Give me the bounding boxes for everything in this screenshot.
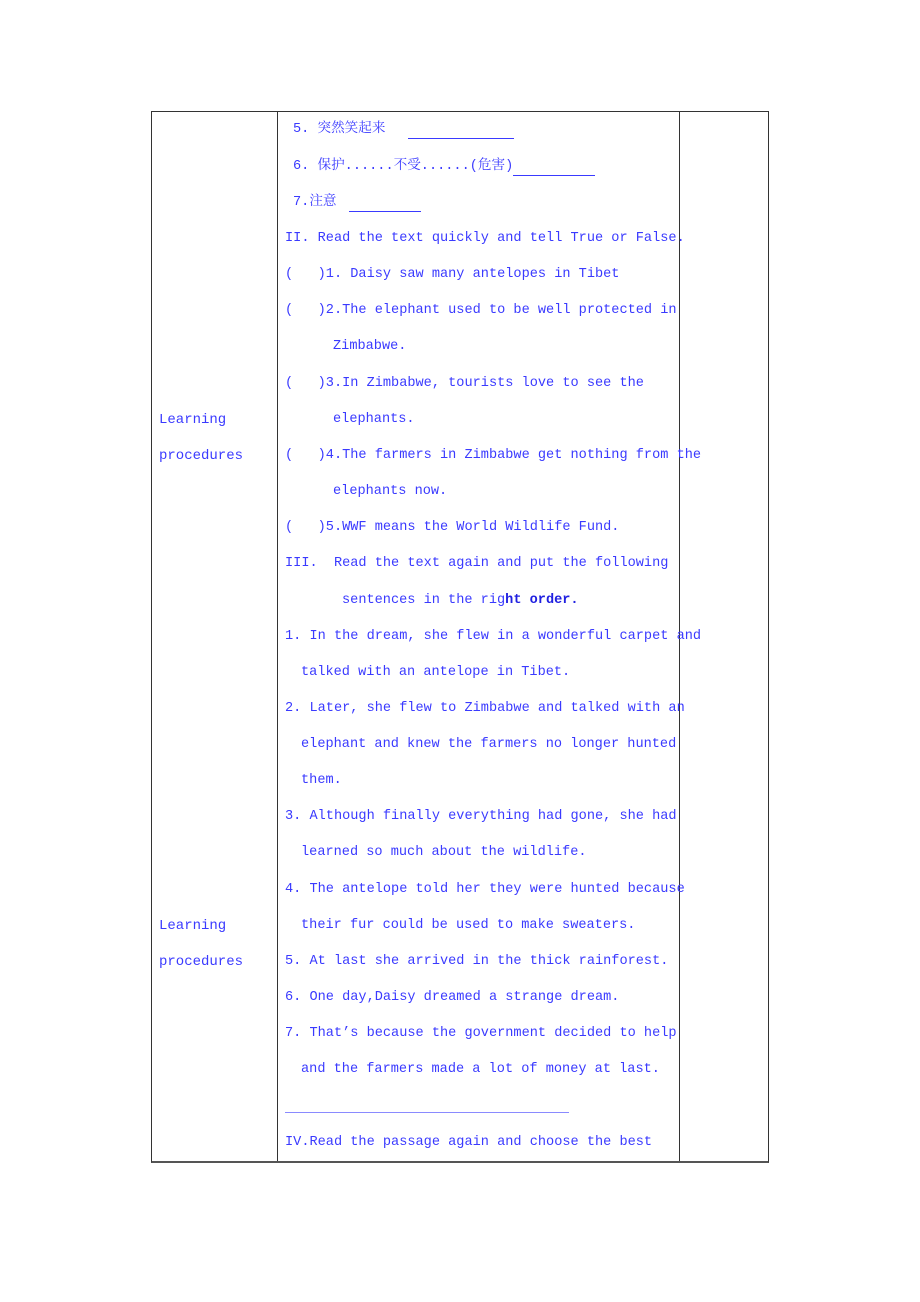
text-line bbox=[285, 447, 702, 465]
text-line bbox=[301, 736, 677, 754]
line-text: ( )1. Daisy saw many antelopes in Tibet bbox=[285, 267, 620, 282]
line-text: learned so much about the wildlife. bbox=[301, 845, 587, 860]
text-line bbox=[301, 664, 570, 682]
text-line bbox=[301, 1061, 660, 1079]
section-label: procedures bbox=[159, 448, 244, 464]
line-text: IV.Read the passage again and choose the best bbox=[285, 1135, 653, 1150]
line-text: ( )2.The elephant used to be well protected in bbox=[285, 303, 677, 318]
text-line bbox=[333, 483, 447, 501]
text-line bbox=[285, 989, 619, 1007]
answer-line[interactable] bbox=[285, 1112, 569, 1113]
line-text: ( )5.WWF means the World Wildlife Fund. bbox=[285, 520, 620, 535]
line-text: 5. At last she arrived in the thick rainforest. bbox=[285, 954, 669, 969]
bold-text: ht order. bbox=[505, 593, 579, 608]
text-line bbox=[285, 1025, 677, 1043]
vocab-item bbox=[293, 121, 514, 139]
line-text: II. Read the text quickly and tell True or False. bbox=[285, 231, 685, 246]
vocab-text: 6. 保护......不受......(危害) bbox=[293, 159, 514, 174]
line-text: III. Read the text again and put the following bbox=[285, 556, 669, 571]
line-text: them. bbox=[301, 773, 342, 788]
text-line bbox=[285, 953, 668, 971]
line-text: and the farmers made a lot of money at last. bbox=[301, 1062, 660, 1077]
line-text: 2. Later, she flew to Zimbabwe and talked with an bbox=[285, 701, 685, 716]
vocab-text: 5. 突然笑起来 bbox=[293, 122, 402, 137]
section-label: Learning bbox=[159, 412, 227, 428]
text-line bbox=[301, 772, 342, 790]
vocab-item bbox=[293, 158, 595, 176]
line-text: elephants now. bbox=[333, 484, 448, 499]
answer-blank[interactable] bbox=[349, 197, 421, 212]
text-line bbox=[301, 917, 635, 935]
line-text: Zimbabwe. bbox=[333, 339, 407, 354]
text-line bbox=[285, 628, 702, 646]
column-divider bbox=[277, 111, 278, 1161]
text-line bbox=[285, 700, 685, 718]
vocab-item bbox=[293, 194, 421, 212]
text-line bbox=[285, 555, 669, 573]
text-line bbox=[285, 266, 619, 284]
text-line bbox=[285, 808, 677, 826]
line-text: sentences in the rig bbox=[342, 593, 506, 608]
line-text: 6. One day,Daisy dreamed a strange dream. bbox=[285, 990, 620, 1005]
line-text: 1. In the dream, she flew in a wonderful carpet and bbox=[285, 629, 702, 644]
text-line bbox=[285, 881, 685, 899]
text-line bbox=[301, 844, 587, 862]
line-text: their fur could be used to make sweaters. bbox=[301, 918, 636, 933]
text-line bbox=[342, 592, 579, 610]
text-line bbox=[333, 338, 406, 356]
text-line bbox=[285, 519, 619, 537]
text-line bbox=[285, 230, 685, 248]
line-text: ( )3.In Zimbabwe, tourists love to see the bbox=[285, 376, 644, 391]
section-label: Learning bbox=[159, 918, 227, 934]
text-line bbox=[333, 411, 415, 429]
answer-blank[interactable] bbox=[513, 161, 595, 176]
text-line bbox=[285, 1134, 652, 1152]
text-line bbox=[285, 302, 677, 320]
section-label: procedures bbox=[159, 954, 244, 970]
line-text: elephant and knew the farmers no longer hunted bbox=[301, 737, 677, 752]
line-text: 4. The antelope told her they were hunted because bbox=[285, 882, 685, 897]
line-text: 3. Although finally everything had gone, she had bbox=[285, 809, 677, 824]
answer-blank[interactable] bbox=[408, 124, 514, 139]
line-text: talked with an antelope in Tibet. bbox=[301, 665, 571, 680]
line-text: ( )4.The farmers in Zimbabwe get nothing from the bbox=[285, 448, 702, 463]
vocab-text: 7.注意 bbox=[293, 195, 345, 210]
line-text: elephants. bbox=[333, 412, 415, 427]
text-line bbox=[285, 375, 642, 393]
line-text: 7. That’s because the government decided to help bbox=[285, 1026, 677, 1041]
